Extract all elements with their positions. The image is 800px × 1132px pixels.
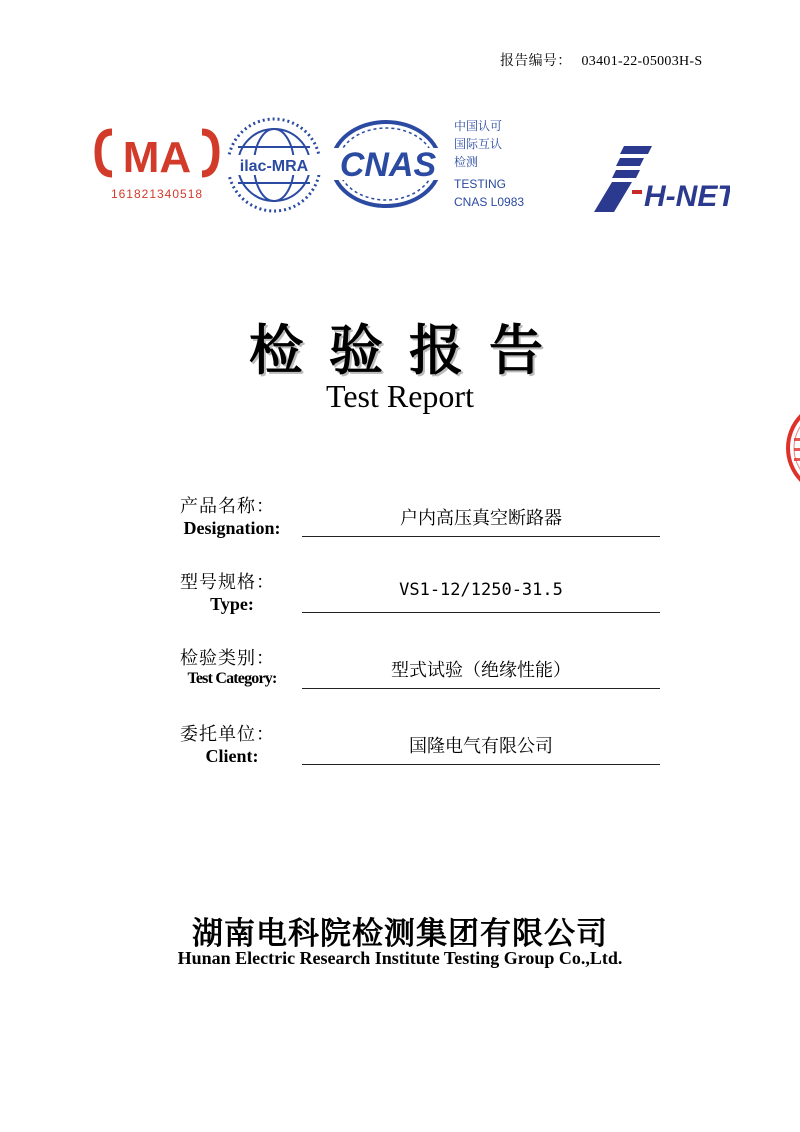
- seal-stamp: [772, 398, 800, 498]
- designation-label-cn: 产品名称：: [180, 496, 275, 517]
- designation-label-en: Designation:: [183, 518, 281, 538]
- type-label-cn: 型号规格：: [180, 572, 275, 593]
- client-underline: [302, 764, 660, 765]
- test-category-underline: [302, 688, 660, 689]
- cnas-line-3: 检测: [454, 155, 479, 169]
- designation-underline: [302, 536, 660, 537]
- cnas-line-1: 中国认可: [454, 119, 503, 133]
- hnet-logo-text: H-NET: [644, 180, 730, 213]
- cma-logo-text: MA: [122, 133, 192, 182]
- cnas-logo-text: CNAS: [339, 146, 437, 184]
- client-label-cn: 委托单位：: [180, 724, 275, 745]
- client-label-en: Client:: [205, 746, 259, 766]
- report-number: [500, 50, 702, 70]
- field-type: [180, 568, 660, 628]
- type-label-en: Type:: [210, 594, 254, 614]
- test-category-label-en: Test Category:: [187, 670, 277, 687]
- designation-value: 户内高压真空断路器: [400, 508, 562, 529]
- cnas-logo: [330, 118, 526, 210]
- cma-number: 161821340518: [110, 187, 204, 201]
- report-number-value: 03401-22-05003H-S: [581, 54, 703, 69]
- hnet-logo: [594, 146, 730, 214]
- cnas-line-2: 国际互认: [454, 137, 503, 151]
- report-number-label: 报告编号：: [500, 54, 572, 69]
- organization-name-cn: 湖南电科院检测集团有限公司: [192, 916, 608, 952]
- ilac-logo-text: ilac-MRA: [239, 158, 309, 175]
- field-test-category: [180, 644, 660, 704]
- cma-logo: [94, 120, 220, 206]
- field-client: [180, 720, 660, 780]
- title-chinese: 检验报告: [249, 319, 569, 382]
- type-value: VS1-12/1250-31.5: [399, 580, 563, 600]
- ilac-mra-logo: [222, 115, 326, 215]
- type-underline: [302, 612, 660, 613]
- field-designation: [180, 492, 660, 552]
- organization-name-en: Hunan Electric Research Institute Testing Group Co.,Ltd.: [177, 948, 623, 968]
- cnas-line-4: TESTING: [454, 177, 507, 191]
- test-category-label-cn: 检验类别：: [180, 648, 275, 669]
- test-category-value: 型式试验（绝缘性能）: [391, 660, 571, 681]
- client-value: 国隆电气有限公司: [409, 736, 553, 757]
- title-english: Test Report: [326, 378, 474, 414]
- cnas-line-5: CNAS L0983: [454, 195, 525, 209]
